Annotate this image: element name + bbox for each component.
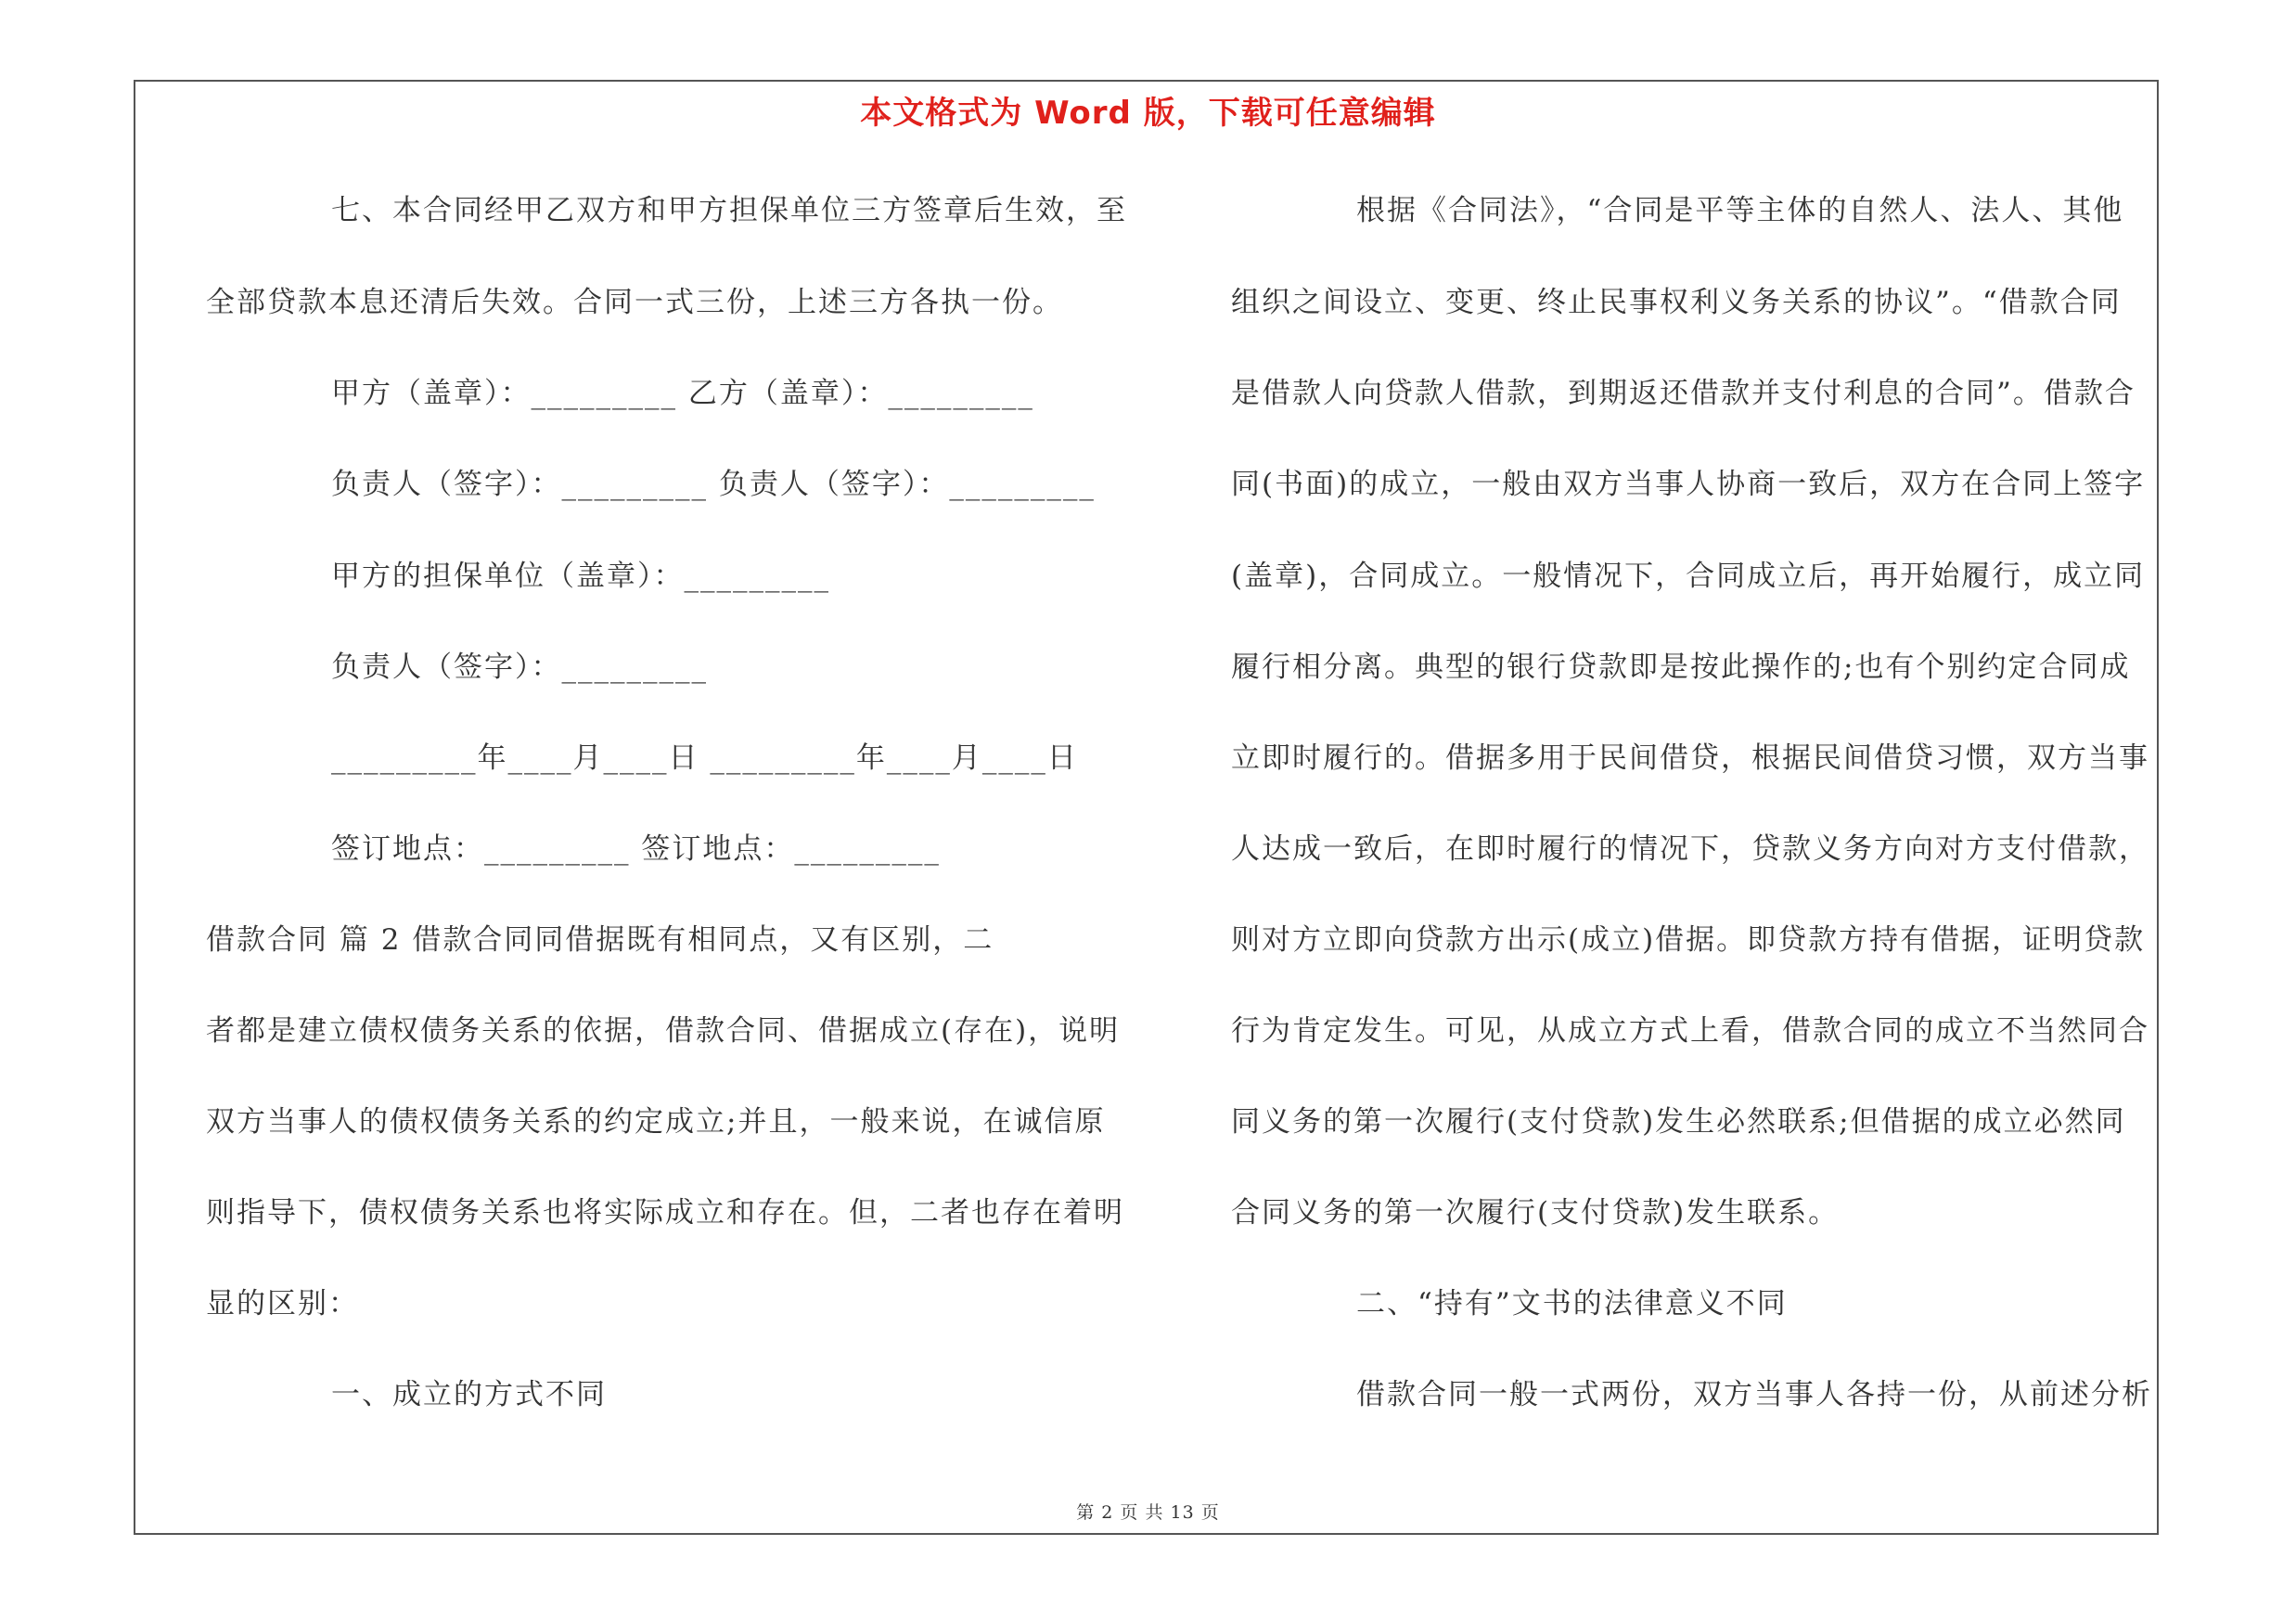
- paragraph-line: 立即时履行的。借据多用于民间借贷，根据民间借贷习惯，双方当事: [1231, 741, 2149, 775]
- header-banner: 本文格式为 Word 版，下载可任意编辑: [860, 95, 1436, 132]
- paragraph-line: 则指导下，债权债务关系也将实际成立和存在。但，二者也存在着明: [206, 1196, 1124, 1230]
- paragraph-line: 全部贷款本息还清后失效。合同一式三份，上述三方各执一份。: [206, 286, 1063, 319]
- paragraph-line: 双方当事人的债权债务关系的约定成立;并且，一般来说，在诚信原: [206, 1105, 1106, 1139]
- paragraph-line: 根据《合同法》，“合同是平等主体的自然人、法人、其他: [1356, 194, 2124, 227]
- signature-line: 甲方的担保单位（盖章）：_________: [331, 560, 830, 593]
- paragraph-line: 是借款人向贷款人借款，到期返还借款并支付利息的合同”。借款合: [1231, 377, 2136, 410]
- subheading-line: 一、成立的方式不同: [331, 1378, 607, 1411]
- signature-line: 甲方（盖章）：_________ 乙方（盖章）：_________: [331, 377, 1034, 410]
- section-heading-line: 借款合同 篇 2 借款合同同借据既有相同点，又有区别，二: [206, 923, 994, 957]
- paragraph-line: 者都是建立债权债务关系的依据，借款合同、借据成立(存在)，说明: [206, 1014, 1121, 1048]
- signature-line: 负责人（签字）：_________ 负责人（签字）：_________: [331, 468, 1096, 501]
- paragraph-line: 合同义务的第一次履行(支付贷款)发生联系。: [1231, 1196, 1840, 1230]
- location-line: 签订地点：_________ 签订地点：_________: [331, 832, 941, 866]
- paragraph-line: 七、本合同经甲乙双方和甲方担保单位三方签章后生效，至: [331, 194, 1127, 227]
- page-number: 第 2 页 共 13 页: [1076, 1502, 1220, 1523]
- paragraph-line: 履行相分离。典型的银行贷款即是按此操作的;也有个别约定合同成: [1231, 650, 2131, 684]
- paragraph-line: 则对方立即向贷款方出示(成立)借据。即贷款方持有借据，证明贷款: [1231, 923, 2146, 957]
- paragraph-line: 显的区别：: [206, 1287, 359, 1320]
- paragraph-line: 行为肯定发生。可见，从成立方式上看，借款合同的成立不当然同合: [1231, 1014, 2149, 1048]
- date-line: _________年____月____日 _________年____月____日: [331, 741, 1078, 775]
- paragraph-line: 同义务的第一次履行(支付贷款)发生必然联系;但借据的成立必然同: [1231, 1105, 2126, 1139]
- paragraph-line: 借款合同一般一式两份，双方当事人各持一份，从前述分析: [1356, 1378, 2152, 1411]
- signature-line: 负责人（签字）：_________: [331, 650, 708, 684]
- paragraph-line: 人达成一致后，在即时履行的情况下，贷款义务方向对方支付借款，: [1231, 832, 2149, 866]
- paragraph-line: (盖章)，合同成立。一般情况下，合同成立后，再开始履行，成立同: [1231, 560, 2146, 593]
- subheading-line: 二、“持有”文书的法律意义不同: [1356, 1287, 1788, 1320]
- paragraph-line: 同(书面)的成立，一般由双方当事人协商一致后，双方在合同上签字: [1231, 468, 2146, 501]
- paragraph-line: 组织之间设立、变更、终止民事权利义务关系的协议”。“借款合同: [1231, 286, 2122, 319]
